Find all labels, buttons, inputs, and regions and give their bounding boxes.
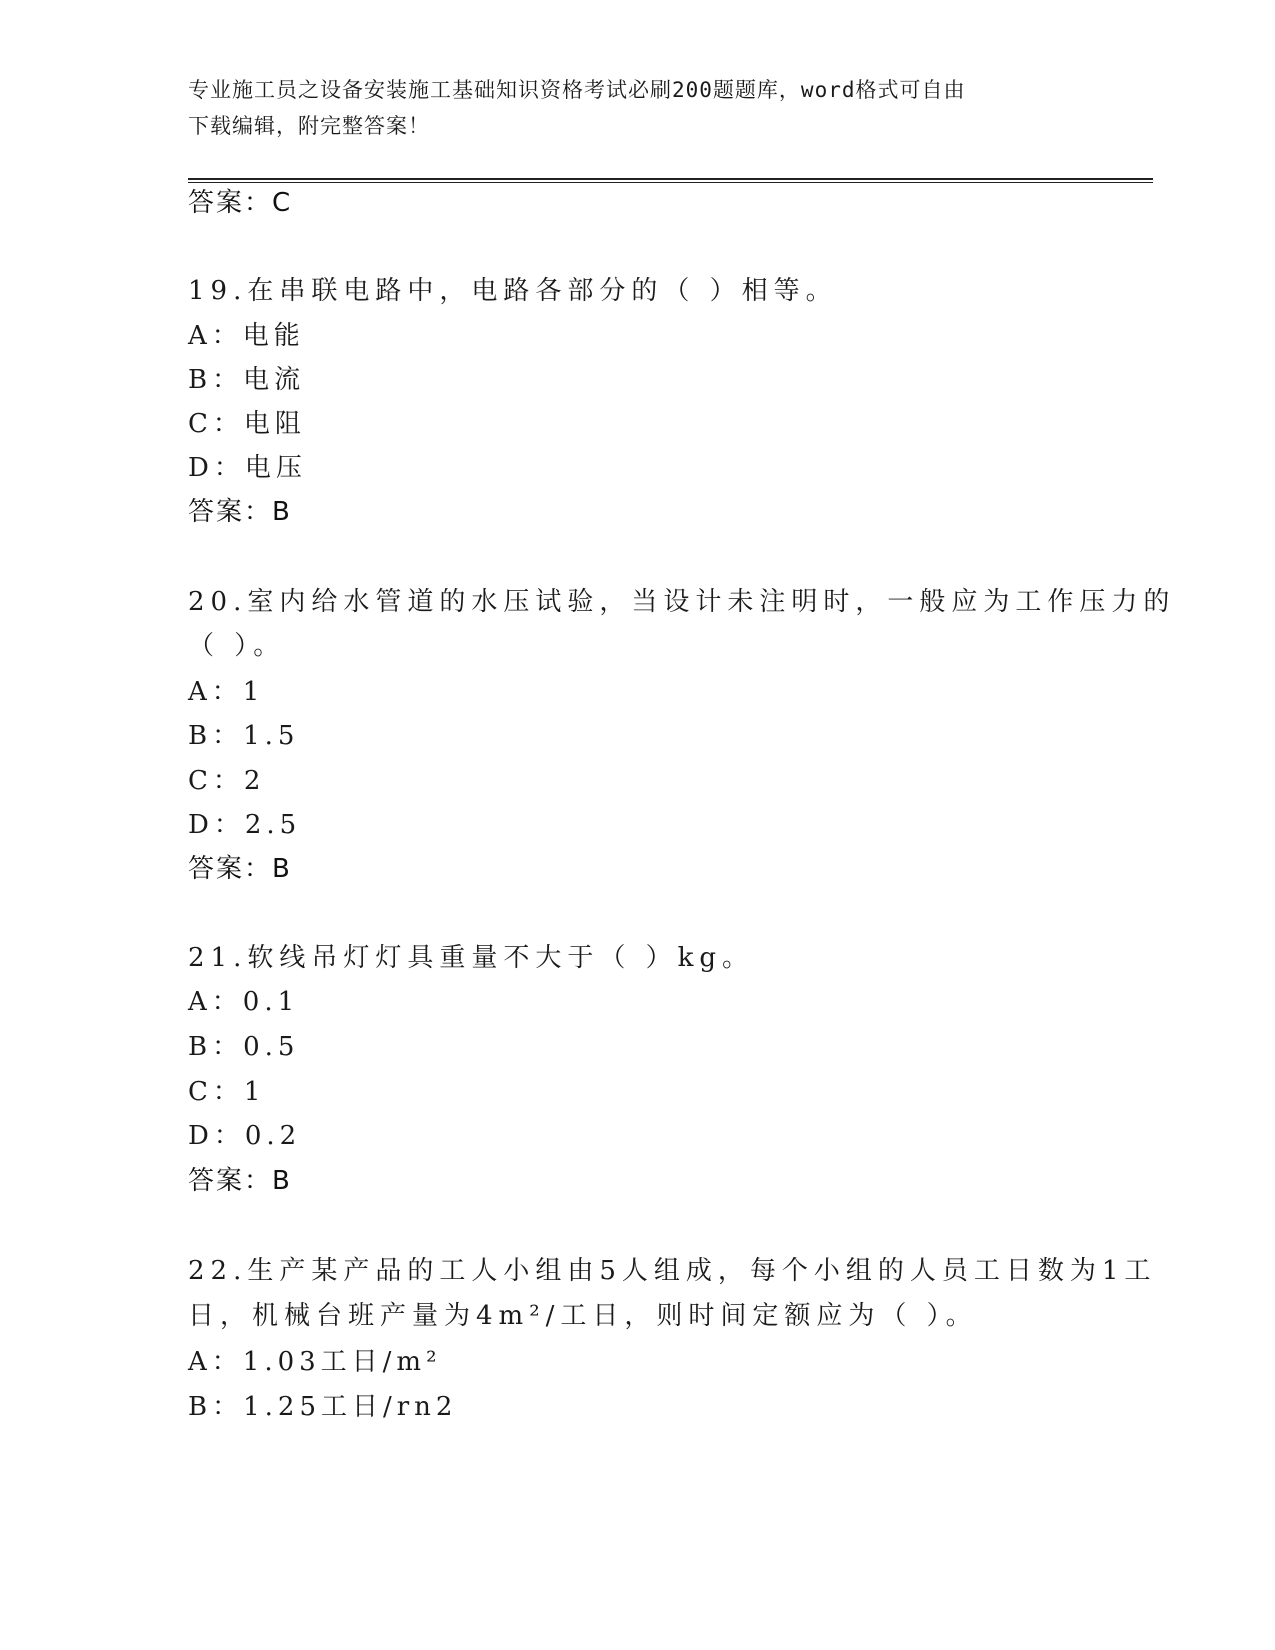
- document-header: [188, 72, 1088, 144]
- answer-label-21: 答案：B: [188, 1166, 292, 1196]
- question-21-option-d: D：0.2: [188, 1121, 302, 1151]
- answer-label-20: 答案：B: [188, 854, 292, 884]
- question-20-text-line-1: 20.室内给水管道的水压试验，当设计未注明时，一般应为工作压力的: [188, 587, 1176, 617]
- header-line-1: 专业施工员之设备安装施工基础知识资格考试必刷200题题库，word格式可自由: [188, 78, 966, 102]
- question-20-option-c: C：2: [188, 766, 266, 796]
- question-22-option-b: B：1.25工日/rn2: [188, 1392, 458, 1422]
- question-22-text-line-2: 日，机械台班产量为4m²/工日，则时间定额应为（ ）。: [188, 1301, 978, 1331]
- question-20-text-line-2: （ ）。: [188, 631, 286, 661]
- header-divider: [188, 178, 1153, 180]
- answer-label-19: 答案：B: [188, 497, 292, 527]
- question-19-text: 19.在串联电路中，电路各部分的（ ）相等。: [188, 276, 838, 306]
- question-19-option-b: B：电流: [188, 365, 306, 395]
- question-22-text-line-1: 22.生产某产品的工人小组由5人组成，每个小组的人员工日数为1工: [188, 1256, 1157, 1286]
- question-21-option-c: C：1: [188, 1077, 266, 1107]
- question-22-option-a: A：1.03工日/m²: [188, 1347, 442, 1377]
- header-divider-thin: [188, 182, 1153, 183]
- answer-label-18: 答案：C: [188, 188, 293, 218]
- question-20-option-a: A：1: [188, 677, 265, 707]
- question-21-option-b: B：0.5: [188, 1032, 300, 1062]
- question-21-option-a: A：0.1: [188, 987, 300, 1017]
- question-20-option-b: B：1.5: [188, 721, 300, 751]
- question-19-option-d: D：电压: [188, 453, 307, 483]
- question-19-option-c: C：电阻: [188, 409, 306, 439]
- header-line-2: 下载编辑，附完整答案！: [188, 114, 430, 138]
- question-19-option-a: A：电能: [188, 321, 305, 351]
- question-21-text: 21.软线吊灯灯具重量不大于（ ）kg。: [188, 943, 755, 973]
- question-20-option-d: D：2.5: [188, 810, 302, 840]
